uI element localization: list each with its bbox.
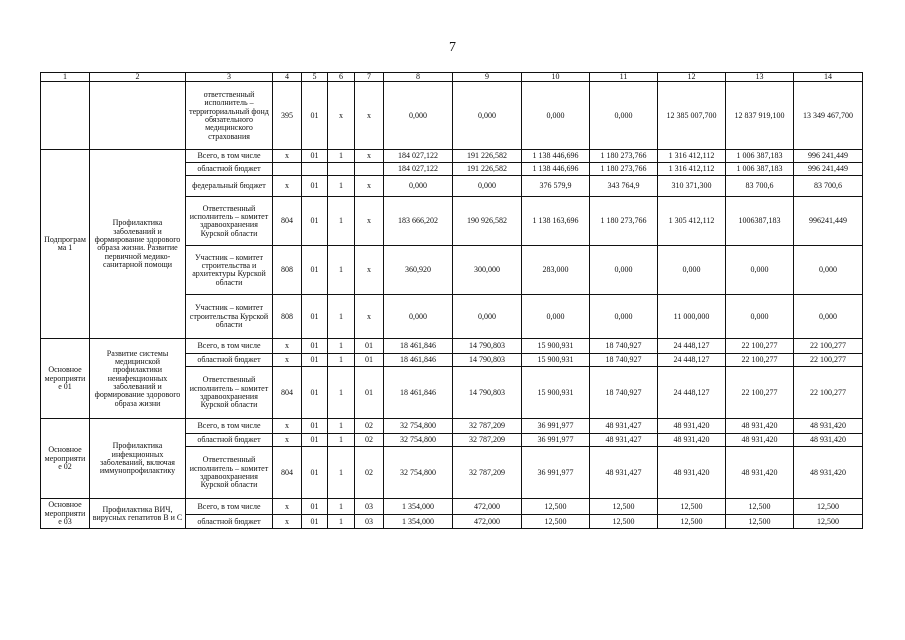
code-cell: 1	[328, 354, 355, 367]
code-cell: x	[273, 499, 302, 515]
source-cell: Всего, в том числе	[186, 499, 273, 515]
header-cell: 10	[522, 73, 590, 82]
code-cell: x	[273, 434, 302, 447]
value-cell: 48 931,420	[658, 434, 726, 447]
header-cell: 12	[658, 73, 726, 82]
value-cell: 15 900,931	[522, 339, 590, 354]
code-cell: 1	[328, 419, 355, 434]
value-cell: 14 790,803	[453, 354, 522, 367]
value-cell: 1 316 412,112	[658, 150, 726, 163]
value-cell: 12,500	[726, 499, 794, 515]
value-cell: 12,500	[658, 499, 726, 515]
header-row	[41, 73, 863, 82]
code-cell: 804	[273, 197, 302, 246]
description-cell: Профилактика ВИЧ, вирусных гепатитов В и С	[90, 499, 186, 529]
value-cell: 0,000	[726, 246, 794, 295]
value-cell: 12,500	[522, 515, 590, 529]
value-cell: 36 991,977	[522, 447, 590, 499]
table-row	[41, 499, 863, 515]
value-cell: 1 006 387,183	[726, 163, 794, 176]
code-cell: 02	[355, 447, 384, 499]
table-row	[41, 339, 863, 354]
value-cell: 48 931,427	[590, 447, 658, 499]
code-cell: x	[355, 176, 384, 197]
value-cell: 32 787,209	[453, 434, 522, 447]
code-cell: 804	[273, 447, 302, 499]
header-cell: 13	[726, 73, 794, 82]
value-cell: 12 837 919,100	[726, 82, 794, 150]
source-cell: Участник – комитет строительства и архитектуры Курской области	[186, 246, 273, 295]
value-cell: 360,920	[384, 246, 453, 295]
value-cell: 22 100,277	[794, 367, 863, 419]
value-cell: 14 790,803	[453, 339, 522, 354]
code-cell: 02	[355, 434, 384, 447]
code-cell: x	[273, 176, 302, 197]
page-number: 7	[449, 40, 456, 55]
code-cell: x	[355, 197, 384, 246]
code-cell: 01	[302, 499, 328, 515]
code-cell	[355, 163, 384, 176]
code-cell: x	[355, 295, 384, 339]
code-cell	[328, 163, 355, 176]
value-cell: 12 385 007,700	[658, 82, 726, 150]
code-cell: 03	[355, 499, 384, 515]
value-cell: 191 226,582	[453, 163, 522, 176]
value-cell: 0,000	[522, 295, 590, 339]
header-cell: 8	[384, 73, 453, 82]
value-cell: 0,000	[522, 82, 590, 150]
value-cell: 12,500	[590, 499, 658, 515]
value-cell: 48 931,420	[658, 419, 726, 434]
value-cell: 48 931,420	[726, 447, 794, 499]
value-cell: 83 700,6	[794, 176, 863, 197]
value-cell: 13 349 467,700	[794, 82, 863, 150]
code-cell: 01	[302, 367, 328, 419]
table-row	[41, 150, 863, 163]
code-cell: 1	[328, 499, 355, 515]
description-cell: Профилактика инфекционных заболеваний, включая иммунопрофилактику	[90, 419, 186, 499]
value-cell: 0,000	[453, 82, 522, 150]
value-cell: 48 931,420	[794, 419, 863, 434]
value-cell: 472,000	[453, 499, 522, 515]
table-row	[41, 82, 863, 150]
source-cell: Участник – комитет строительства Курской области	[186, 295, 273, 339]
value-cell: 83 700,6	[726, 176, 794, 197]
table-row	[41, 419, 863, 434]
value-cell: 1 354,000	[384, 499, 453, 515]
value-cell: 1 138 446,696	[522, 163, 590, 176]
value-cell: 1006387,183	[726, 197, 794, 246]
code-cell: 01	[355, 367, 384, 419]
value-cell: 32 787,209	[453, 447, 522, 499]
value-cell: 310 371,300	[658, 176, 726, 197]
value-cell: 190 926,582	[453, 197, 522, 246]
value-cell: 1 138 163,696	[522, 197, 590, 246]
value-cell: 14 790,803	[453, 367, 522, 419]
code-cell: 1	[328, 197, 355, 246]
value-cell: 0,000	[590, 82, 658, 150]
source-cell: Ответственный исполнитель – комитет здравоохранения Курской области	[186, 447, 273, 499]
value-cell: 22 100,277	[726, 354, 794, 367]
value-cell: 18 461,846	[384, 339, 453, 354]
code-cell: x	[355, 82, 384, 150]
value-cell: 48 931,420	[794, 447, 863, 499]
code-cell: 01	[302, 339, 328, 354]
source-cell: федеральный бюджет	[186, 176, 273, 197]
value-cell: 1 305 412,112	[658, 197, 726, 246]
header-cell: 11	[590, 73, 658, 82]
value-cell: 15 900,931	[522, 367, 590, 419]
value-cell: 0,000	[384, 82, 453, 150]
code-cell: x	[273, 515, 302, 529]
value-cell: 0,000	[794, 295, 863, 339]
header-cell: 6	[328, 73, 355, 82]
section-cell	[41, 82, 90, 150]
value-cell: 1 316 412,112	[658, 163, 726, 176]
value-cell: 48 931,427	[590, 419, 658, 434]
value-cell: 22 100,277	[726, 367, 794, 419]
value-cell: 283,000	[522, 246, 590, 295]
code-cell: 01	[302, 246, 328, 295]
code-cell: 1	[328, 295, 355, 339]
value-cell: 48 931,420	[658, 447, 726, 499]
code-cell: 01	[302, 434, 328, 447]
value-cell: 343 764,9	[590, 176, 658, 197]
code-cell: 01	[302, 354, 328, 367]
value-cell: 48 931,427	[590, 434, 658, 447]
value-cell: 0,000	[590, 295, 658, 339]
value-cell: 0,000	[658, 246, 726, 295]
code-cell: 01	[302, 515, 328, 529]
value-cell: 0,000	[453, 295, 522, 339]
value-cell: 0,000	[794, 246, 863, 295]
budget-table	[40, 72, 863, 529]
code-cell: 01	[302, 295, 328, 339]
code-cell: 808	[273, 295, 302, 339]
value-cell: 12,500	[794, 499, 863, 515]
value-cell: 18 461,846	[384, 367, 453, 419]
value-cell: 22 100,277	[794, 354, 863, 367]
code-cell: 01	[302, 447, 328, 499]
header-cell: 5	[302, 73, 328, 82]
code-cell: 02	[355, 419, 384, 434]
code-cell: 01	[302, 150, 328, 163]
code-cell: 1	[328, 246, 355, 295]
source-cell: областной бюджет	[186, 434, 273, 447]
source-cell: Всего, в том числе	[186, 419, 273, 434]
source-cell: ответственный исполнитель – территориальный фонд обязательного медицинского страхования	[186, 82, 273, 150]
source-cell: Всего, в том числе	[186, 339, 273, 354]
header-cell: 7	[355, 73, 384, 82]
header-cell: 3	[186, 73, 273, 82]
value-cell: 36 991,977	[522, 419, 590, 434]
value-cell: 191 226,582	[453, 150, 522, 163]
section-cell: Основное мероприятие 02	[41, 419, 90, 499]
value-cell: 12,500	[794, 515, 863, 529]
value-cell: 0,000	[590, 246, 658, 295]
code-cell: 808	[273, 246, 302, 295]
value-cell: 0,000	[384, 295, 453, 339]
section-cell: Основное мероприятие 03	[41, 499, 90, 529]
description-cell	[90, 82, 186, 150]
source-cell: областной бюджет	[186, 163, 273, 176]
value-cell: 1 180 273,766	[590, 197, 658, 246]
value-cell: 15 900,931	[522, 354, 590, 367]
value-cell: 996241,449	[794, 197, 863, 246]
code-cell: 1	[328, 447, 355, 499]
code-cell: 01	[302, 197, 328, 246]
header-cell: 1	[41, 73, 90, 82]
code-cell: 03	[355, 515, 384, 529]
value-cell: 184 027,122	[384, 150, 453, 163]
source-cell: областной бюджет	[186, 354, 273, 367]
value-cell: 18 740,927	[590, 354, 658, 367]
value-cell: 32 754,800	[384, 434, 453, 447]
value-cell: 32 754,800	[384, 419, 453, 434]
header-cell: 9	[453, 73, 522, 82]
source-cell: Ответственный исполнитель – комитет здравоохранения Курской области	[186, 367, 273, 419]
header-cell: 14	[794, 73, 863, 82]
value-cell: 12,500	[726, 515, 794, 529]
code-cell: 01	[302, 82, 328, 150]
header-cell: 4	[273, 73, 302, 82]
value-cell: 32 787,209	[453, 419, 522, 434]
value-cell: 18 740,927	[590, 339, 658, 354]
value-cell: 183 666,202	[384, 197, 453, 246]
value-cell: 48 931,420	[794, 434, 863, 447]
value-cell: 1 138 446,696	[522, 150, 590, 163]
code-cell: 804	[273, 367, 302, 419]
description-cell: Профилактика заболеваний и формирование здорового образа жизни. Развитие первичной медико-санитарной помощи	[90, 150, 186, 339]
value-cell: 184 027,122	[384, 163, 453, 176]
value-cell: 18 740,927	[590, 367, 658, 419]
value-cell: 300,000	[453, 246, 522, 295]
value-cell: 36 991,977	[522, 434, 590, 447]
code-cell: 1	[328, 367, 355, 419]
value-cell: 0,000	[726, 295, 794, 339]
code-cell: 395	[273, 82, 302, 150]
value-cell: 376 579,9	[522, 176, 590, 197]
source-cell: Всего, в том числе	[186, 150, 273, 163]
code-cell: 01	[355, 339, 384, 354]
section-cell: Подпрограмма 1	[41, 150, 90, 339]
code-cell: x	[355, 246, 384, 295]
value-cell: 18 461,846	[384, 354, 453, 367]
value-cell: 12,500	[522, 499, 590, 515]
value-cell: 1 180 273,766	[590, 163, 658, 176]
value-cell: 24 448,127	[658, 354, 726, 367]
source-cell: Ответственный исполнитель – комитет здравоохранения Курской области	[186, 197, 273, 246]
section-cell: Основное мероприятие 01	[41, 339, 90, 419]
value-cell: 1 006 387,183	[726, 150, 794, 163]
value-cell: 0,000	[453, 176, 522, 197]
code-cell: 1	[328, 176, 355, 197]
value-cell: 472,000	[453, 515, 522, 529]
value-cell: 1 354,000	[384, 515, 453, 529]
code-cell: x	[273, 150, 302, 163]
header-cell: 2	[90, 73, 186, 82]
value-cell: 12,500	[590, 515, 658, 529]
description-cell: Развитие системы медицинской профилактики неинфекционных заболеваний и формирование здорового образа жизни	[90, 339, 186, 419]
value-cell: 1 180 273,766	[590, 150, 658, 163]
source-cell: областной бюджет	[186, 515, 273, 529]
value-cell: 22 100,277	[726, 339, 794, 354]
code-cell	[302, 163, 328, 176]
value-cell: 996 241,449	[794, 163, 863, 176]
code-cell: x	[328, 82, 355, 150]
value-cell: 32 754,800	[384, 447, 453, 499]
code-cell: x	[273, 339, 302, 354]
code-cell: 01	[302, 419, 328, 434]
code-cell: 1	[328, 434, 355, 447]
code-cell: x	[273, 419, 302, 434]
value-cell: 996 241,449	[794, 150, 863, 163]
value-cell: 24 448,127	[658, 339, 726, 354]
value-cell: 0,000	[384, 176, 453, 197]
code-cell: 1	[328, 515, 355, 529]
code-cell: x	[355, 150, 384, 163]
value-cell: 22 100,277	[794, 339, 863, 354]
value-cell: 48 931,420	[726, 419, 794, 434]
value-cell: 11 000,000	[658, 295, 726, 339]
code-cell	[273, 163, 302, 176]
code-cell: 1	[328, 150, 355, 163]
value-cell: 48 931,420	[726, 434, 794, 447]
code-cell: 1	[328, 339, 355, 354]
code-cell: 01	[302, 176, 328, 197]
code-cell: x	[273, 354, 302, 367]
code-cell: 01	[355, 354, 384, 367]
value-cell: 12,500	[658, 515, 726, 529]
value-cell: 24 448,127	[658, 367, 726, 419]
